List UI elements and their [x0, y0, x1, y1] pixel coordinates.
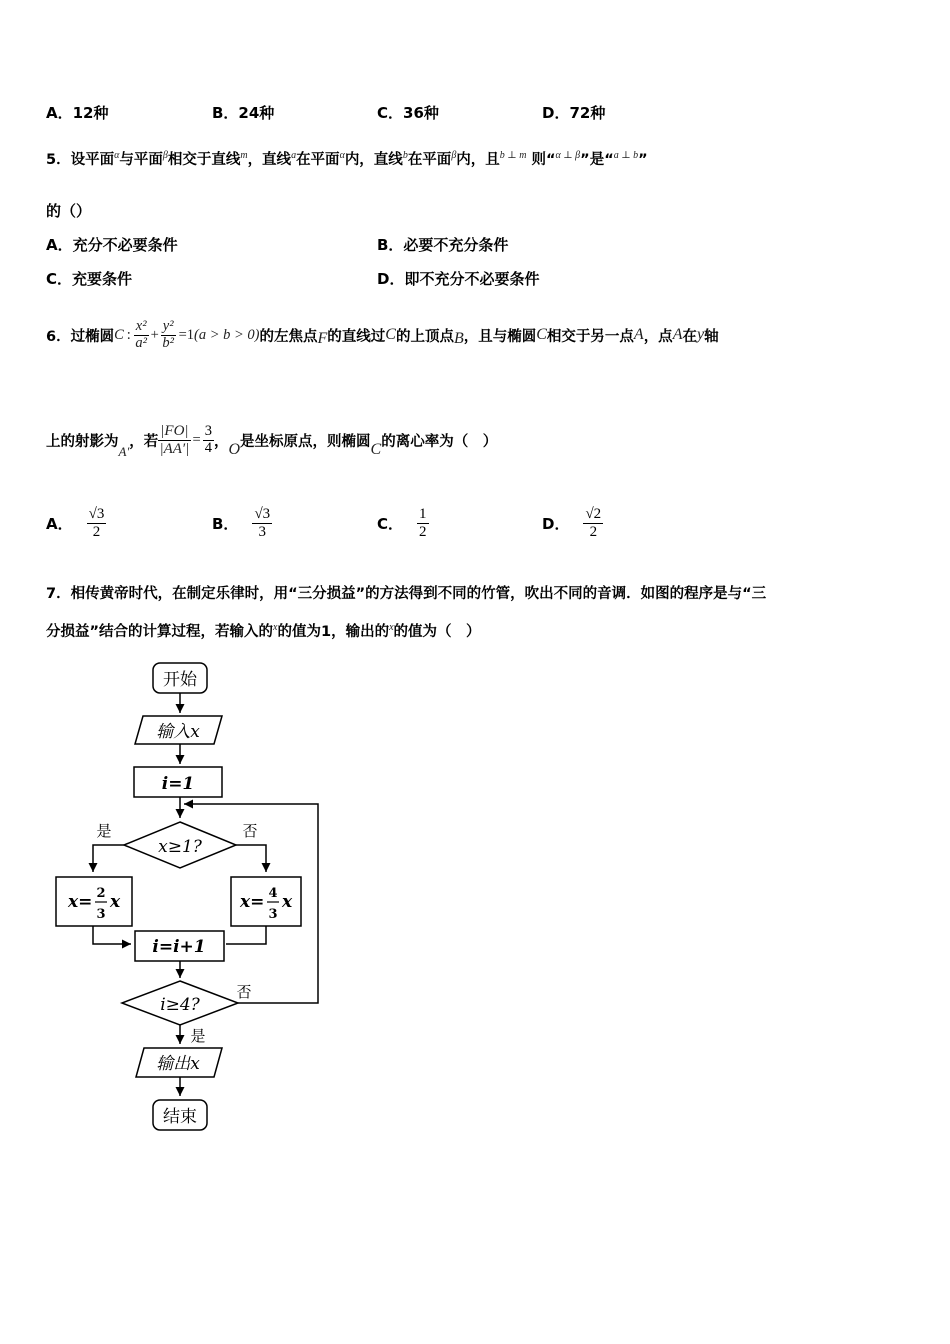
- question-5-stem: 5．设平面$^\alpha$与平面$^\beta$相交于直线$^m$，直线$^a$在平面$^\alpha$内，直线$^b$在平面$^\beta$内，且$^{b \perp m}$ 则“$^{\alpha \perp \beta}$”是“$^{a \perp b}$”: [46, 150, 648, 168]
- q6-option-c: C． $\frac{1}{2}$: [377, 506, 427, 540]
- q6-option-d: D． $\frac{√2}{2}$: [542, 506, 602, 540]
- flowchart: [50, 655, 340, 1140]
- right-formula-num: 4: [268, 886, 278, 901]
- no-label-2: 否: [236, 983, 252, 1001]
- left-formula-lhs: x=: [68, 892, 93, 912]
- three-quarters: $\frac{3}{4}$: [204, 422, 212, 456]
- q6-option-b: B． $\frac{√3}{3}$: [212, 506, 271, 540]
- init-label: i=1: [161, 774, 195, 794]
- q4-option-c: C．36种: [377, 104, 439, 122]
- question-6-stem-2: 上的射影为 A′ ，若 $\frac{|FO|}{|AA'|}$ = $\frac{3}{4}$ ， O 是坐标原点，则椭圆 C 的离心率为（ ）: [46, 422, 498, 459]
- question-7-line-1: 7．相传黄帝时代，在制定乐律时，用“三分损益”的方法得到不同的竹管，吹出不同的音调．如图的程序是与“三: [46, 586, 767, 602]
- start-label: 开始: [163, 670, 197, 690]
- fo-over-aa: $\frac{|FO|}{|AA'|}$: [159, 423, 190, 457]
- q5-option-d: D．即不充分不必要条件: [377, 270, 540, 288]
- left-formula-rhs: x: [110, 892, 121, 912]
- y2-over-b2: $\frac{\text{y²}}{\text{b²}}$: [162, 317, 174, 351]
- right-formula-lhs: x=: [240, 892, 265, 912]
- question-5-stem-end: 的（）: [46, 202, 92, 220]
- q4-option-b: B．24种: [212, 104, 275, 122]
- q5-option-a: A．充分不必要条件: [46, 236, 178, 254]
- no-label-1: 否: [242, 822, 258, 840]
- input-label: 输入x: [156, 722, 200, 742]
- q6-option-a: A． $\frac{√3}{2}$: [46, 506, 105, 540]
- condition-i-label: i≥4?: [160, 995, 200, 1015]
- question-6-stem: 6． 过椭圆 C : $\frac{\text{x²}}{\text{a²}}$ + $\frac{\text{y²}}{\text{b²}}$ =1 (a > b > 0) 的左焦点 F 的直线过 C 的上顶点 B ，且与椭圆 C 相交于另一点 A ，点 A 在 y 轴: [46, 317, 719, 351]
- x2-over-a2: $\frac{\text{x²}}{\text{a²}}$: [135, 317, 147, 351]
- q5-option-c: C．充要条件: [46, 270, 133, 288]
- q4-option-d: D．72种: [542, 104, 606, 122]
- end-label: 结束: [163, 1107, 197, 1127]
- yes-label-1: 是: [96, 822, 112, 840]
- q5-option-b: B．必要不充分条件: [377, 236, 509, 254]
- q4-option-a: A．12种: [46, 104, 109, 122]
- condition-x-label: x≥1?: [158, 837, 202, 857]
- output-label: 输出x: [156, 1054, 200, 1074]
- yes-label-2: 是: [190, 1027, 206, 1045]
- left-formula-num: 2: [96, 886, 106, 901]
- right-formula-rhs: x: [282, 892, 293, 912]
- question-7-line-2: 分损益”结合的计算过程，若输入的$^x$的值为1，输出的$^x$的值为（ ）: [46, 622, 481, 640]
- left-formula-den: 3: [96, 907, 106, 922]
- right-formula-den: 3: [268, 907, 278, 922]
- increment-label: i=i+1: [152, 937, 206, 957]
